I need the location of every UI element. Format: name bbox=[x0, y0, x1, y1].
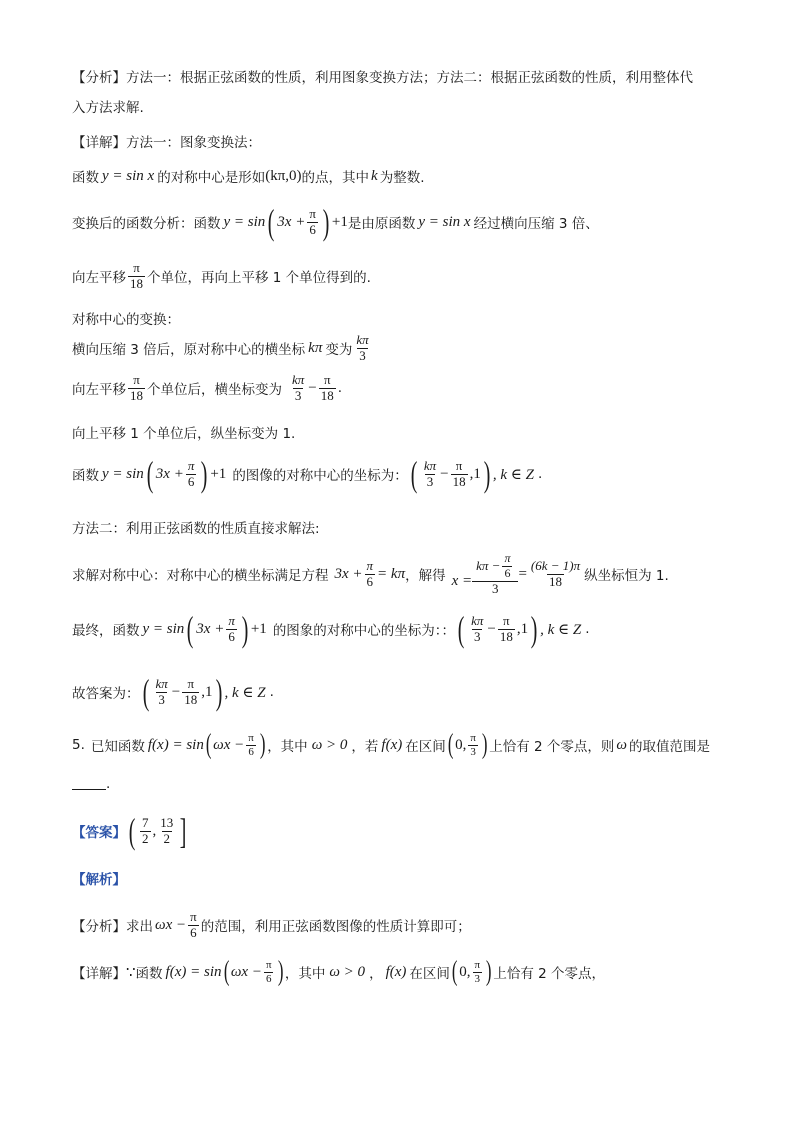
fraction bbox=[319, 373, 336, 404]
fraction bbox=[468, 732, 478, 758]
right-paren: ) bbox=[277, 956, 283, 987]
text: 的范围，利用正弦函数图像的性质计算即可； bbox=[200, 919, 471, 936]
frac-num: kπ bbox=[471, 612, 484, 628]
right-paren: ) bbox=[201, 454, 208, 494]
fraction bbox=[158, 816, 175, 847]
text: 对称中心的变换： bbox=[72, 312, 180, 328]
math-interval: 0, bbox=[459, 963, 471, 980]
math-cond: ω > 0 bbox=[329, 963, 366, 980]
frac-den: 6 bbox=[190, 924, 197, 940]
math-omega: ω bbox=[616, 736, 627, 753]
fraction bbox=[502, 552, 512, 581]
frac-den: 18 bbox=[184, 691, 198, 707]
frac-num: π bbox=[133, 260, 140, 275]
detail-line bbox=[72, 131, 261, 151]
frac-den: 18 bbox=[130, 387, 143, 403]
right-paren: ) bbox=[322, 202, 330, 242]
frac-num: π bbox=[323, 372, 331, 387]
frac-den: 6 bbox=[248, 745, 254, 758]
fraction bbox=[264, 959, 274, 985]
frac-den: 6 bbox=[187, 473, 195, 489]
math-tail: ,1 bbox=[516, 620, 529, 637]
detail-tag: 【详解】 bbox=[72, 966, 126, 982]
frac-num: π bbox=[474, 958, 481, 971]
math-minus: − bbox=[171, 683, 181, 700]
math-plus: +1 bbox=[331, 213, 348, 230]
frac-num: 7 bbox=[142, 814, 149, 830]
math-eq: 3x + bbox=[334, 565, 363, 582]
frac-den: 3 bbox=[426, 473, 434, 489]
text: 的图像的对称中心的坐标为： bbox=[232, 468, 408, 484]
fraction bbox=[451, 459, 468, 490]
analysis-tag: 【分析】 bbox=[72, 70, 126, 86]
frac-den: 3 bbox=[294, 387, 302, 403]
left-paren: ( bbox=[457, 609, 465, 649]
frac-num: π bbox=[265, 958, 272, 971]
frac-num: (6k − 1)π bbox=[530, 557, 581, 573]
math-k: k bbox=[371, 167, 378, 184]
because-icon: ∵ bbox=[126, 964, 136, 981]
text: 个单位后，横坐标变为 bbox=[147, 382, 282, 399]
left-paren: ( bbox=[410, 454, 418, 494]
transform-line bbox=[72, 204, 599, 240]
math-point: (kπ,0) bbox=[265, 167, 302, 184]
text: ，若 bbox=[351, 739, 379, 755]
math-arg: 3x + bbox=[196, 620, 225, 637]
frac-num: kπ bbox=[356, 332, 369, 347]
text: 已知函数 bbox=[90, 739, 145, 755]
method2-line bbox=[72, 517, 320, 537]
math-fn: y = sin bbox=[223, 213, 266, 230]
fraction bbox=[422, 459, 438, 490]
math-fn: y = sin bbox=[102, 465, 144, 482]
question-number: 5. bbox=[72, 737, 85, 753]
text: . bbox=[269, 684, 274, 700]
answer-tag-line bbox=[72, 813, 189, 849]
right-paren: ) bbox=[530, 609, 538, 649]
detail-tag: 【详解】 bbox=[72, 135, 126, 151]
text: . bbox=[337, 380, 343, 397]
text: 的对称中心是形如 bbox=[157, 170, 266, 186]
right-paren: ) bbox=[483, 454, 491, 494]
text: 向左平移 bbox=[72, 382, 126, 399]
frac-num: π bbox=[366, 557, 374, 573]
analysis-tag: 【分析】 bbox=[72, 919, 126, 936]
frac-num: π bbox=[187, 457, 195, 473]
text: ，解得 bbox=[405, 568, 446, 585]
math-fx: f(x) bbox=[381, 736, 403, 753]
math-kpi: kπ bbox=[308, 339, 323, 356]
analysis-line-1 bbox=[72, 66, 693, 86]
fraction bbox=[469, 614, 485, 645]
question-5-line bbox=[72, 731, 710, 759]
frac-den: 6 bbox=[265, 972, 272, 985]
frac-num: π bbox=[190, 909, 197, 924]
fraction bbox=[529, 559, 582, 590]
text: . bbox=[537, 466, 543, 482]
text: 的图象的对称中心的坐标为：： bbox=[272, 623, 456, 639]
text: 方法二：利用正弦函数的性质直接求解法: bbox=[72, 521, 320, 537]
math-arg: 3x + bbox=[155, 465, 184, 482]
fraction bbox=[498, 614, 515, 645]
text: 最终，函数 bbox=[72, 623, 140, 639]
math-arg: ωx − bbox=[230, 963, 262, 980]
frac-num: π bbox=[248, 731, 254, 744]
fraction bbox=[246, 732, 256, 758]
frac-den: 3 bbox=[158, 691, 165, 707]
text: 的取值范围是 bbox=[628, 739, 710, 755]
fraction bbox=[354, 333, 370, 364]
frac-den: 18 bbox=[499, 628, 513, 644]
frac-num: π bbox=[503, 612, 510, 628]
answer-blank-line bbox=[72, 776, 110, 792]
frac-num: π bbox=[187, 675, 195, 691]
compress-line bbox=[72, 333, 373, 364]
sym-title-line bbox=[72, 308, 180, 328]
left-paren: ( bbox=[451, 956, 458, 987]
math-plus: +1 bbox=[250, 620, 267, 637]
answer-line bbox=[72, 674, 274, 710]
text: 求出 bbox=[126, 919, 153, 936]
frac-den: 3 bbox=[359, 347, 366, 363]
answer-tag: 【答案】 bbox=[72, 825, 126, 841]
text: 上恰有 2 个零点，则 bbox=[489, 739, 615, 755]
frac-num: π bbox=[470, 731, 476, 744]
left-paren: ( bbox=[447, 729, 454, 760]
text: . bbox=[585, 621, 590, 637]
fraction bbox=[365, 559, 376, 590]
math-arg: ωx − bbox=[213, 736, 245, 753]
answer-blank bbox=[72, 779, 106, 790]
math-equals: = bbox=[518, 565, 527, 582]
left-paren: ( bbox=[128, 811, 136, 851]
math-eq: = kπ bbox=[377, 565, 406, 582]
frac-den: 6 bbox=[504, 565, 511, 580]
frac-num: π bbox=[228, 612, 235, 628]
frac-num: kπ bbox=[423, 457, 437, 473]
fraction bbox=[290, 373, 306, 404]
math-orig: y = sin x bbox=[418, 213, 471, 230]
text: . bbox=[106, 776, 111, 792]
text: 在区间 bbox=[409, 966, 450, 982]
fraction bbox=[472, 959, 482, 985]
frac-den: 3 bbox=[472, 581, 518, 597]
text: ， bbox=[369, 966, 383, 982]
frac-num: π bbox=[309, 205, 316, 221]
left-paren: ( bbox=[146, 454, 154, 494]
math-minus: − bbox=[308, 379, 317, 396]
math-tail: ,1 bbox=[201, 683, 213, 700]
frac-num: kπ bbox=[155, 675, 168, 691]
text: 函数 bbox=[135, 966, 163, 982]
right-paren: ) bbox=[259, 729, 266, 760]
text: 函数 bbox=[72, 468, 99, 484]
text: 是由原函数 bbox=[347, 216, 416, 232]
result-line-1 bbox=[72, 456, 542, 492]
analysis-text-cont: 入方法求解. bbox=[72, 100, 144, 116]
text: ，其中 bbox=[267, 739, 308, 755]
fraction bbox=[128, 261, 145, 292]
math-sinx: y = sin x bbox=[102, 167, 155, 184]
math-minus: − bbox=[440, 465, 449, 482]
text: ，其中 bbox=[284, 966, 326, 982]
text: 向上平移 1 个单位后，纵坐标变为 1. bbox=[72, 426, 296, 442]
frac-num: π bbox=[133, 372, 140, 387]
math-fx: f(x) = sin bbox=[147, 736, 204, 753]
frac-num: kπ bbox=[292, 372, 305, 387]
math-x: x = bbox=[451, 572, 473, 589]
frac-den: 18 bbox=[549, 573, 563, 589]
math-arg: ωx − bbox=[155, 916, 187, 933]
frac-den: 3 bbox=[474, 972, 480, 985]
frac-den: 6 bbox=[309, 221, 316, 237]
left-paren: ( bbox=[205, 729, 212, 760]
detail2-line bbox=[72, 958, 605, 986]
analysis-text: 方法一：根据正弦函数的性质，利用图象变换方法；方法二：根据正弦函数的性质，利用整体代 bbox=[126, 70, 693, 86]
math-kz: , k ∈ Z bbox=[224, 684, 266, 701]
right-paren: ) bbox=[481, 729, 488, 760]
fraction bbox=[128, 373, 145, 404]
text: 求解对称中心：对称中心的横坐标满足方程 bbox=[72, 568, 329, 585]
solve-line bbox=[72, 552, 669, 597]
frac-num: 13 bbox=[160, 814, 174, 830]
fraction bbox=[186, 459, 197, 490]
frac-den: 2 bbox=[163, 830, 170, 846]
shift-up-line bbox=[72, 422, 295, 442]
math-fx: f(x) = sin bbox=[165, 963, 222, 980]
shift-left-line bbox=[72, 373, 342, 404]
math-fx: f(x) bbox=[385, 963, 407, 980]
left-paren: ( bbox=[267, 202, 275, 242]
left-paren: ( bbox=[223, 956, 229, 987]
text: 在区间 bbox=[405, 739, 446, 755]
fraction bbox=[307, 207, 318, 238]
text: 向左平移 bbox=[72, 270, 126, 287]
math-kz: , k ∈ Z bbox=[492, 466, 534, 483]
text: 函数 bbox=[72, 170, 99, 186]
analysis-line-2 bbox=[72, 96, 144, 116]
math-arg: 3x + bbox=[277, 213, 306, 230]
frac-den: 6 bbox=[366, 573, 374, 589]
math-cond: ω > 0 bbox=[311, 736, 348, 753]
math-fn: y = sin bbox=[142, 620, 185, 637]
text: 横向压缩 3 倍后，原对称中心的横坐标 bbox=[72, 342, 306, 359]
compound-fraction bbox=[474, 552, 516, 597]
math-kz: , k ∈ Z bbox=[540, 621, 582, 638]
fraction bbox=[154, 677, 170, 708]
fraction bbox=[182, 677, 199, 708]
frac-den: 3 bbox=[470, 745, 476, 758]
frac-num: π bbox=[455, 457, 463, 473]
analysis2-line bbox=[72, 910, 471, 941]
text: 变换后的函数分析：函数 bbox=[72, 216, 221, 232]
left-paren: ( bbox=[142, 672, 149, 712]
text: 为整数. bbox=[379, 170, 425, 186]
final-line bbox=[72, 611, 589, 647]
jiexi-tag: 【解析】 bbox=[72, 872, 126, 888]
frac-num bbox=[474, 552, 516, 581]
right-paren: ) bbox=[215, 672, 222, 712]
text: 故答案为： bbox=[72, 686, 140, 702]
fraction bbox=[140, 816, 151, 847]
right-bracket: ] bbox=[179, 811, 187, 851]
text: 经过横向压缩 3 倍、 bbox=[473, 216, 599, 232]
frac-den: 18 bbox=[130, 275, 143, 291]
frac-den: 18 bbox=[452, 473, 466, 489]
math-interval: 0, bbox=[455, 736, 467, 753]
jiexi-line bbox=[72, 868, 126, 888]
right-paren: ) bbox=[485, 956, 492, 987]
shift-line bbox=[72, 261, 371, 292]
detail-text: 方法一：图象变换法： bbox=[126, 135, 261, 151]
right-paren: ) bbox=[241, 609, 249, 649]
sym-center-line bbox=[72, 166, 425, 186]
text: 个单位，再向上平移 1 个单位得到的. bbox=[147, 270, 371, 287]
math-plus: +1 bbox=[210, 465, 227, 482]
frac-num-part: kπ − bbox=[476, 557, 501, 573]
frac-den: 3 bbox=[473, 628, 481, 644]
frac-den: 18 bbox=[320, 387, 334, 403]
text: 的点，其中 bbox=[301, 170, 370, 186]
math-tail: ,1 bbox=[469, 465, 481, 482]
math-minus: − bbox=[487, 620, 496, 637]
frac-den: 2 bbox=[142, 830, 149, 846]
math-comma: , bbox=[152, 822, 157, 839]
frac-den: 6 bbox=[228, 628, 235, 644]
fraction bbox=[226, 614, 237, 645]
text: 变为 bbox=[325, 342, 353, 359]
text: 上恰有 2 个零点， bbox=[493, 966, 606, 982]
fraction bbox=[188, 910, 199, 941]
frac-num: π bbox=[504, 551, 511, 565]
left-paren: ( bbox=[186, 609, 194, 649]
text: 纵坐标恒为 1. bbox=[584, 568, 669, 585]
